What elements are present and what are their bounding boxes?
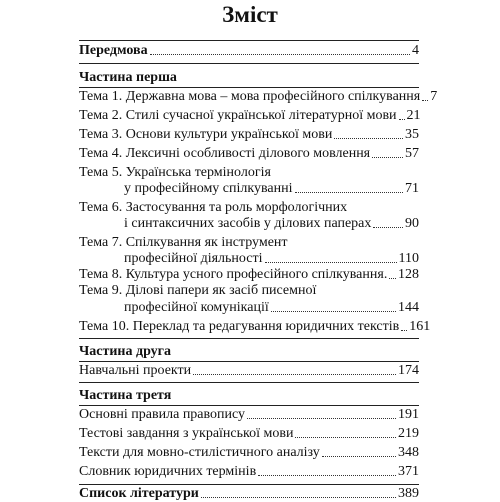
toc-entry[interactable] — [79, 250, 419, 267]
toc-page-number: 90 — [405, 216, 419, 231]
dot-leader — [334, 138, 403, 139]
toc-label: Тема 3. Основи культури української мови — [79, 127, 333, 142]
toc-entry[interactable] — [79, 299, 419, 316]
dot-leader — [401, 330, 407, 331]
toc-page-number: 35 — [405, 127, 419, 142]
dot-leader — [150, 54, 410, 55]
divider — [79, 338, 419, 339]
toc-page-number: 71 — [405, 181, 419, 196]
dot-leader — [271, 311, 396, 312]
toc-label: Тема 1. Державна мова – мова професійного спілкування — [79, 89, 421, 104]
dot-leader — [295, 192, 403, 193]
toc-label: Передмова — [79, 43, 148, 58]
toc-entry-bibliography[interactable] — [79, 485, 419, 502]
toc-page-number: 4 — [412, 43, 419, 58]
toc-entry-first-line: Тема 7. Спілкування як інструмент — [79, 235, 288, 250]
dot-leader — [258, 475, 396, 476]
toc-page-number: 219 — [398, 426, 419, 441]
toc-label: Основні правила правопису — [79, 407, 246, 422]
toc-entry[interactable] — [79, 126, 419, 143]
section-heading-part3: Частина третя — [79, 388, 172, 403]
toc-entry[interactable] — [79, 463, 419, 480]
toc-entry[interactable] — [79, 444, 419, 461]
divider — [79, 63, 419, 64]
toc-label: Тема 4. Лексичні особливості ділового мовлення — [79, 146, 371, 161]
toc-page-number: 144 — [398, 300, 419, 315]
toc-label: Тема 10. Переклад та редагування юридичних текстів — [79, 319, 400, 334]
dot-leader — [389, 278, 396, 279]
toc-entry-preface[interactable] — [79, 42, 419, 59]
divider — [79, 382, 419, 383]
toc-entry-first-line: Тема 6. Застосування та роль морфологічних — [79, 200, 348, 215]
toc-entry[interactable] — [79, 362, 419, 379]
toc-entry[interactable] — [79, 88, 438, 105]
toc-entry[interactable] — [79, 180, 419, 197]
dot-leader — [422, 100, 428, 101]
toc-entry-first-line: Тема 9. Ділові папери як засіб писемної — [79, 283, 317, 298]
toc-entry-first-line: Тема 5. Українська термінологія — [79, 165, 271, 180]
toc-page-number: 389 — [398, 486, 419, 501]
toc-page-number: 128 — [398, 267, 419, 282]
dot-leader — [247, 418, 396, 419]
toc-label: професійної комунікації — [124, 300, 269, 315]
toc-page-number: 110 — [398, 251, 419, 266]
toc-page-number: 21 — [406, 108, 421, 123]
dot-leader — [399, 119, 405, 120]
toc-page-number: 7 — [430, 89, 438, 104]
toc-label: Список літератури — [79, 486, 199, 501]
toc-entry[interactable] — [79, 266, 419, 283]
toc-entry[interactable] — [79, 406, 419, 423]
toc-label: Словник юридичних термінів — [79, 464, 257, 479]
toc-entry[interactable] — [79, 215, 419, 232]
toc-entry[interactable] — [79, 318, 431, 335]
toc-page-number: 161 — [409, 319, 431, 334]
toc-page-number: 57 — [405, 146, 419, 161]
toc-label: Навчальні проекти — [79, 363, 192, 378]
page-title: Зміст — [222, 2, 278, 27]
dot-leader — [201, 497, 396, 498]
toc-page-number: 348 — [398, 445, 419, 460]
toc-label: і синтаксичних засобів у ділових паперах — [124, 216, 372, 231]
toc-entry[interactable] — [79, 145, 419, 162]
toc-label: Тексти для мовно-стилістичного аналізу — [79, 445, 320, 460]
toc-label: Тема 8. Культура усного професійного спілкування. — [79, 267, 388, 282]
toc-label: професійної діяльності — [124, 251, 263, 266]
section-heading-part1: Частина перша — [79, 70, 177, 85]
toc-page-number: 371 — [398, 464, 419, 479]
toc-label: Тестові завдання з української мови — [79, 426, 294, 441]
toc-entry[interactable] — [79, 107, 419, 124]
section-heading-part2: Частина друга — [79, 344, 172, 359]
dot-leader — [265, 262, 397, 263]
dot-leader — [373, 227, 403, 228]
toc-entry[interactable] — [79, 425, 419, 442]
dot-leader — [322, 456, 396, 457]
dot-leader — [295, 437, 396, 438]
divider — [79, 40, 419, 41]
toc-label: у професійному спілкуванні — [124, 181, 293, 196]
toc-page-number: 174 — [398, 363, 419, 378]
dot-leader — [372, 157, 403, 158]
toc-page-number: 191 — [398, 407, 419, 422]
toc-label: Тема 2. Стилі сучасної української літературної мови — [79, 108, 397, 123]
dot-leader — [193, 374, 396, 375]
